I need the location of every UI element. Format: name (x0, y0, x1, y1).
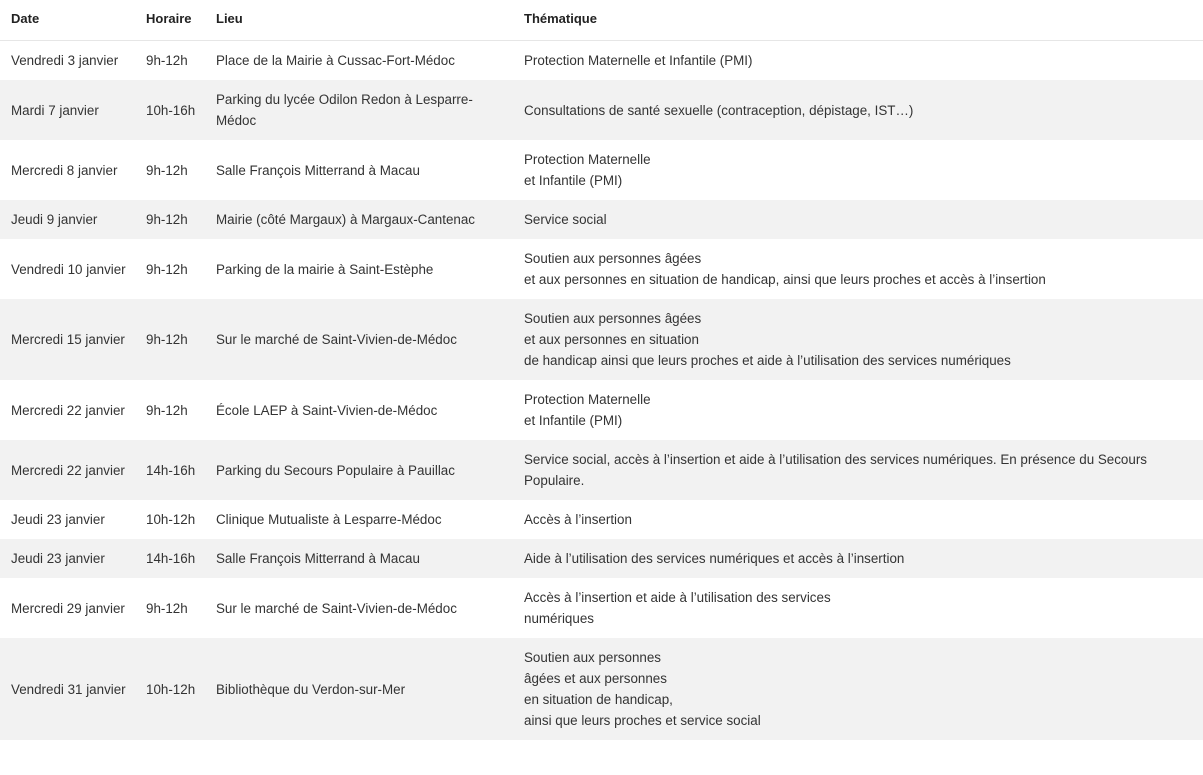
theme-line: Soutien aux personnes âgées (524, 311, 702, 326)
cell-place: Bibliothèque du Verdon-sur-Mer (205, 638, 513, 740)
theme-line: et aux personnes en situation de handicap, ainsi que leurs proches et accès à l’insertion (524, 272, 1046, 287)
cell-theme (513, 299, 1203, 380)
cell-theme (513, 41, 1203, 81)
theme-line: Aide à l’utilisation des services numériques et accès à l’insertion (524, 551, 905, 566)
cell-date: Jeudi 9 janvier (0, 200, 135, 239)
theme-line: Protection Maternelle (524, 392, 651, 407)
cell-place: Clinique Mutualiste à Lesparre-Médoc (205, 500, 513, 539)
cell-place: École LAEP à Saint-Vivien-de-Médoc (205, 380, 513, 440)
theme-line: Soutien aux personnes (524, 650, 661, 665)
cell-time: 14h-16h (135, 539, 205, 578)
cell-theme (513, 440, 1203, 500)
header-place: Lieu (205, 0, 513, 41)
theme-line: Service social, accès à l’insertion et aide à l’utilisation des services numériques. En présence du Secours Populaire. (524, 452, 1147, 488)
theme-line: Protection Maternelle et Infantile (PMI) (524, 53, 753, 68)
cell-theme (513, 80, 1203, 140)
cell-time: 9h-12h (135, 299, 205, 380)
cell-time: 10h-16h (135, 80, 205, 140)
table-row (0, 200, 1203, 239)
cell-date: Mercredi 29 janvier (0, 578, 135, 638)
cell-place: Parking du lycée Odilon Redon à Lesparre-Médoc (205, 80, 513, 140)
cell-theme (513, 140, 1203, 200)
cell-date: Vendredi 3 janvier (0, 41, 135, 81)
header-row (0, 0, 1203, 41)
cell-time: 9h-12h (135, 41, 205, 81)
table-row (0, 41, 1203, 81)
theme-line: et Infantile (PMI) (524, 173, 623, 188)
theme-line: Accès à l’insertion (524, 512, 632, 527)
table-header (0, 0, 1203, 41)
cell-place: Parking du Secours Populaire à Pauillac (205, 440, 513, 500)
cell-place: Salle François Mitterrand à Macau (205, 539, 513, 578)
header-date: Date (0, 0, 135, 41)
cell-theme (513, 539, 1203, 578)
cell-time: 9h-12h (135, 140, 205, 200)
cell-date: Mercredi 8 janvier (0, 140, 135, 200)
theme-line: et Infantile (PMI) (524, 413, 623, 428)
cell-time: 10h-12h (135, 500, 205, 539)
cell-date: Mercredi 22 janvier (0, 440, 135, 500)
theme-line: numériques (524, 611, 594, 626)
table-row (0, 578, 1203, 638)
cell-time: 10h-12h (135, 638, 205, 740)
theme-line: Accès à l’insertion et aide à l’utilisation des services (524, 590, 831, 605)
theme-line: Protection Maternelle (524, 152, 651, 167)
table-row (0, 140, 1203, 200)
theme-line: ainsi que leurs proches et service social (524, 713, 761, 728)
cell-theme (513, 380, 1203, 440)
cell-date: Vendredi 31 janvier (0, 638, 135, 740)
cell-date: Mercredi 22 janvier (0, 380, 135, 440)
cell-theme (513, 239, 1203, 299)
header-theme: Thématique (513, 0, 1203, 41)
theme-line: de handicap ainsi que leurs proches et aide à l’utilisation des services numériques (524, 353, 1011, 368)
cell-place: Sur le marché de Saint-Vivien-de-Médoc (205, 578, 513, 638)
cell-place: Salle François Mitterrand à Macau (205, 140, 513, 200)
cell-place: Parking de la mairie à Saint-Estèphe (205, 239, 513, 299)
cell-time: 14h-16h (135, 440, 205, 500)
cell-theme (513, 500, 1203, 539)
cell-time: 9h-12h (135, 380, 205, 440)
table-row (0, 500, 1203, 539)
cell-time: 9h-12h (135, 200, 205, 239)
table-body (0, 41, 1203, 741)
cell-time: 9h-12h (135, 239, 205, 299)
theme-line: et aux personnes en situation (524, 332, 699, 347)
theme-line: âgées et aux personnes (524, 671, 667, 686)
table-row (0, 380, 1203, 440)
cell-place: Place de la Mairie à Cussac-Fort-Médoc (205, 41, 513, 81)
cell-time: 9h-12h (135, 578, 205, 638)
cell-date: Jeudi 23 janvier (0, 539, 135, 578)
table-row (0, 299, 1203, 380)
cell-date: Mardi 7 janvier (0, 80, 135, 140)
cell-date: Mercredi 15 janvier (0, 299, 135, 380)
table-row (0, 638, 1203, 740)
cell-date: Vendredi 10 janvier (0, 239, 135, 299)
cell-theme (513, 200, 1203, 239)
theme-line: en situation de handicap, (524, 692, 673, 707)
header-time: Horaire (135, 0, 205, 41)
cell-date: Jeudi 23 janvier (0, 500, 135, 539)
theme-line: Consultations de santé sexuelle (contraception, dépistage, IST…) (524, 102, 914, 118)
cell-theme (513, 638, 1203, 740)
table-row (0, 80, 1203, 140)
cell-place: Mairie (côté Margaux) à Margaux-Cantenac (205, 200, 513, 239)
theme-line: Soutien aux personnes âgées (524, 251, 702, 266)
cell-theme (513, 578, 1203, 638)
table-row (0, 239, 1203, 299)
table-row (0, 440, 1203, 500)
table-row (0, 539, 1203, 578)
theme-line: Service social (524, 212, 607, 227)
cell-place: Sur le marché de Saint-Vivien-de-Médoc (205, 299, 513, 380)
